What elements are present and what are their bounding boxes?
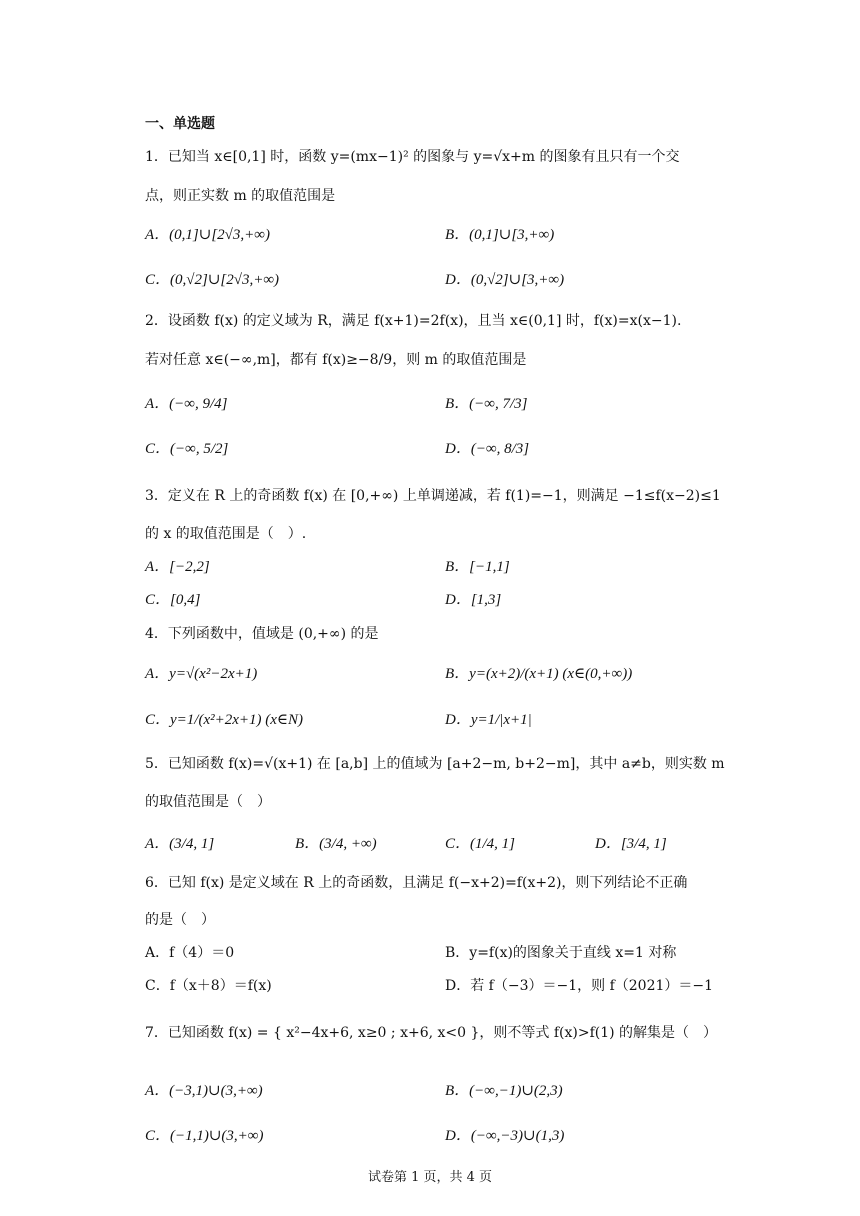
question-2-line-1: 2．设函数 f(x) 的定义域为 R，满足 f(x+1)=2f(x)，且当 x∈(0,1] 时，f(x)=x(x−1).	[145, 313, 682, 329]
question-4-line-1: 4．下列函数中，值域是 (0,+∞) 的是	[145, 626, 379, 642]
question-5-line-1: 5．已知函数 f(x)=√(x+1) 在 [a,b] 上的值域为 [a+2−m, b+2−m]，其中 a≠b，则实数 m	[145, 756, 725, 772]
question-5-option-a: A．(3/4, 1]	[145, 836, 215, 852]
question-3-option-b: B．[−1,1]	[445, 559, 510, 575]
question-2-option-a: A．(−∞, 9/4]	[145, 396, 228, 412]
question-5-option-c: C．(1/4, 1]	[445, 836, 516, 852]
question-1-option-d: D．(0,√2]∪[3,+∞)	[445, 272, 565, 288]
question-6-line-1: 6．已知 f(x) 是定义域在 R 上的奇函数，且满足 f(−x+2)=f(x+2)，则下列结论不正确	[145, 875, 688, 891]
question-5-option-b: B．(3/4, +∞)	[295, 836, 377, 852]
question-1-option-b: B．(0,1]∪[3,+∞)	[445, 227, 555, 243]
question-3-line-1: 3．定义在 R 上的奇函数 f(x) 在 [0,+∞) 上单调递减，若 f(1)=−1，则满足 −1≤f(x−2)≤1	[145, 488, 721, 504]
question-4-option-a: A．y=√(x²−2x+1)	[145, 666, 258, 682]
question-1-line-2: 点，则正实数 m 的取值范围是	[145, 188, 336, 204]
question-6-line-2: 的是（ ）	[145, 912, 215, 928]
question-3-option-d: D．[1,3]	[445, 592, 502, 608]
question-2-option-b: B．(−∞, 7/3]	[445, 396, 528, 412]
question-4-option-b: B．y=(x+2)/(x+1) (x∈(0,+∞))	[445, 666, 633, 682]
question-1-option-a: A．(0,1]∪[2√3,+∞)	[145, 227, 270, 243]
page-footer: 试卷第 1 页，共 4 页	[367, 1170, 493, 1185]
question-7-option-b: B．(−∞,−1)∪(2,3)	[445, 1083, 563, 1099]
question-2-line-2: 若对任意 x∈(−∞,m]，都有 f(x)≥−8/9，则 m 的取值范围是	[145, 352, 527, 368]
question-3-option-a: A．[−2,2]	[145, 559, 210, 575]
question-5-option-d: D．[3/4, 1]	[595, 836, 667, 852]
question-7-option-d: D．(−∞,−3)∪(1,3)	[445, 1128, 565, 1144]
question-3-line-2: 的 x 的取值范围是（ ）.	[145, 526, 307, 542]
question-6-option-a: A．f（4）＝0	[145, 945, 235, 961]
question-5-line-2: 的取值范围是（ ）	[145, 794, 271, 810]
question-7-option-a: A．(−3,1)∪(3,+∞)	[145, 1083, 263, 1099]
question-6-option-c: C．f（x＋8）＝f(x)	[145, 978, 272, 994]
question-2-option-d: D．(−∞, 8/3]	[445, 441, 530, 457]
question-2-option-c: C．(−∞, 5/2]	[145, 441, 229, 457]
question-7-option-c: C．(−1,1)∪(3,+∞)	[145, 1128, 264, 1144]
question-3-option-c: C．[0,4]	[145, 592, 201, 608]
question-7-line-1: 7．已知函数 f(x) = { x²−4x+6, x≥0 ; x+6, x<0 }，则不等式 f(x)>f(1) 的解集是（ ）	[145, 1025, 718, 1041]
question-1-option-c: C．(0,√2]∪[2√3,+∞)	[145, 272, 280, 288]
question-1-line-1: 1．已知当 x∈[0,1] 时，函数 y=(mx−1)² 的图象与 y=√x+m 的图象有且只有一个交	[145, 149, 680, 165]
question-6-option-b: B．y=f(x)的图象关于直线 x=1 对称	[445, 945, 677, 961]
section-title: 一、单选题	[145, 116, 215, 132]
question-4-option-c: C．y=1/(x²+2x+1) (x∈N)	[145, 712, 304, 728]
question-6-option-d: D．若 f（−3）＝−1，则 f（2021）＝−1	[445, 978, 714, 994]
question-4-option-d: D．y=1/|x+1|	[445, 712, 532, 728]
